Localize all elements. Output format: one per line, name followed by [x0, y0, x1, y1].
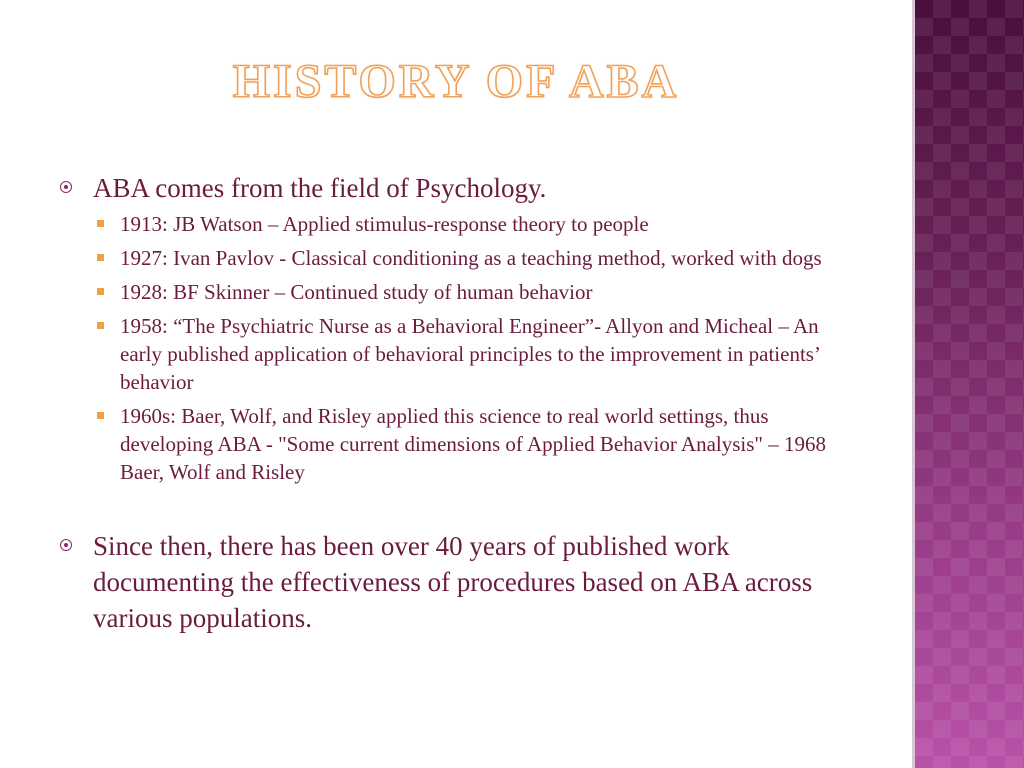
square-bullet-icon	[97, 288, 104, 295]
circled-dot-icon	[60, 539, 72, 551]
slide-title: HISTORY OF ABA	[232, 55, 680, 108]
sub-bullet-item	[93, 402, 860, 486]
sub-bullet-list	[60, 210, 860, 486]
sub-bullet-item	[93, 312, 860, 396]
square-bullet-icon	[97, 220, 104, 227]
square-bullet-icon	[97, 254, 104, 261]
square-bullet-icon	[97, 412, 104, 419]
bullet-item	[60, 528, 860, 636]
sub-bullet-text: 1928: BF Skinner – Continued study of human behavior	[120, 280, 593, 304]
circled-dot-icon	[60, 181, 72, 193]
bullet-text: Since then, there has been over 40 years of published work documenting the effectiveness of procedures based on ABA across various populations.	[93, 531, 813, 633]
slide-content	[60, 170, 860, 636]
square-bullet-icon	[97, 322, 104, 329]
sub-bullet-text: 1927: Ivan Pavlov - Classical conditioning as a teaching method, worked with dogs	[120, 246, 822, 270]
decorative-side-band	[912, 0, 1024, 768]
sub-bullet-item	[93, 244, 860, 272]
bullet-item	[60, 170, 860, 206]
sub-bullet-item	[93, 210, 860, 238]
bullet-text: ABA comes from the field of Psychology.	[93, 173, 547, 203]
sub-bullet-item	[93, 278, 860, 306]
sub-bullet-text: 1913: JB Watson – Applied stimulus-response theory to people	[120, 212, 649, 236]
sub-bullet-text: 1960s: Baer, Wolf, and Risley applied this science to real world settings, thus developing ABA - "Some current dimensions of Applied Behavior Analysis" – 1968 Baer, Wolf and Risley	[120, 404, 826, 484]
spacer	[60, 492, 860, 528]
sub-bullet-text: 1958: “The Psychiatric Nurse as a Behavioral Engineer”- Allyon and Micheal – An early published application of behavioral principles to the improvement in patients’ behavior	[120, 314, 820, 394]
